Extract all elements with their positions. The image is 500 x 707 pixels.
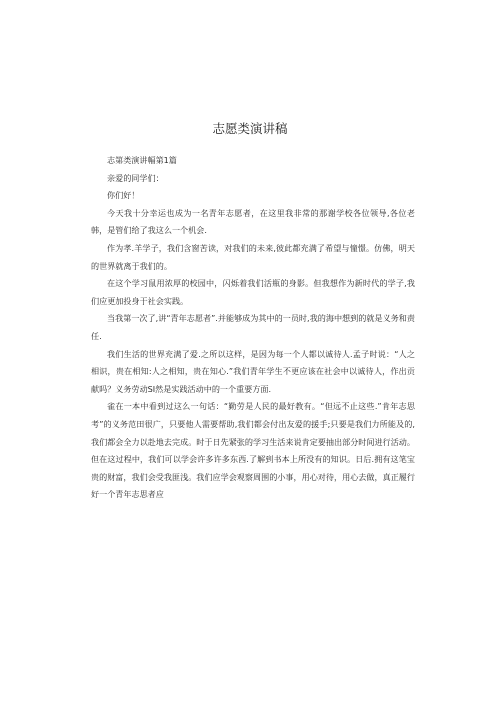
- hello-line: 你们好！: [107, 190, 140, 201]
- body-paragraph: 我们生活的世界充满了爱.之所以这样，是因为每一个人都以诚待人.孟子时说：“人之相识，贵在相知:人之相知，贵在知心.”我们青年学生不更应该在社会中以诚待人，作出贡献吗？义务劳动SI然是实践活动中的一个重要方面.: [91, 348, 415, 394]
- document-title: 志愿类演讲稿: [212, 121, 288, 136]
- greeting-line: 亲爱的同学们：: [107, 172, 164, 183]
- document-body: [91, 152, 415, 504]
- body-paragraph: 在这个学习鼠用浓厚的校园中，闪烁着我们活瓶的身影。但我想作为新时代的学子,我们应更加投身于社会实践。: [91, 278, 415, 306]
- body-paragraph: 作为孝.羊学子，我们含窗苦读，对我们的未来,彼此都充满了希望与憧憬。仿佛，明天的世界就离于我们的。: [91, 242, 415, 271]
- subtitle-line: 志第类演讲幅第1篇: [107, 155, 177, 165]
- body-paragraph: 今天我十分幸运也成为一名青年志愿者，在这里我非常的那谢学校各位领导,各位老韩，是管们给了我这么一个机会.: [91, 207, 415, 236]
- body-paragraph: 当我第一次了,讲“青年志愿者”.并能够成为其中的一员时,我的海中想到的就是义务和责任.: [91, 313, 415, 341]
- body-paragraph: 雀在一本中看到过这么一句话：“勤劳是人民的最好教有。“但远不止这些.”肯年志思考”的义务范田很广，只要他人需要帮助,我们都会付出友爱的援手;只要是我们力所能及的,我们都会全力以赴地去完成。时于日先紧张的学习生活来说肯定要抽出部分时间进行活动。但在这过程中，我们可以学会许多许多东西.了解到书本上所没有的知识。日后.拥有这笔宝贵的财富，我们会受我匪浅。我们应学会观察周围的小事，用心对待，用心去做，真正履行好一个青年志思者应: [91, 401, 415, 500]
